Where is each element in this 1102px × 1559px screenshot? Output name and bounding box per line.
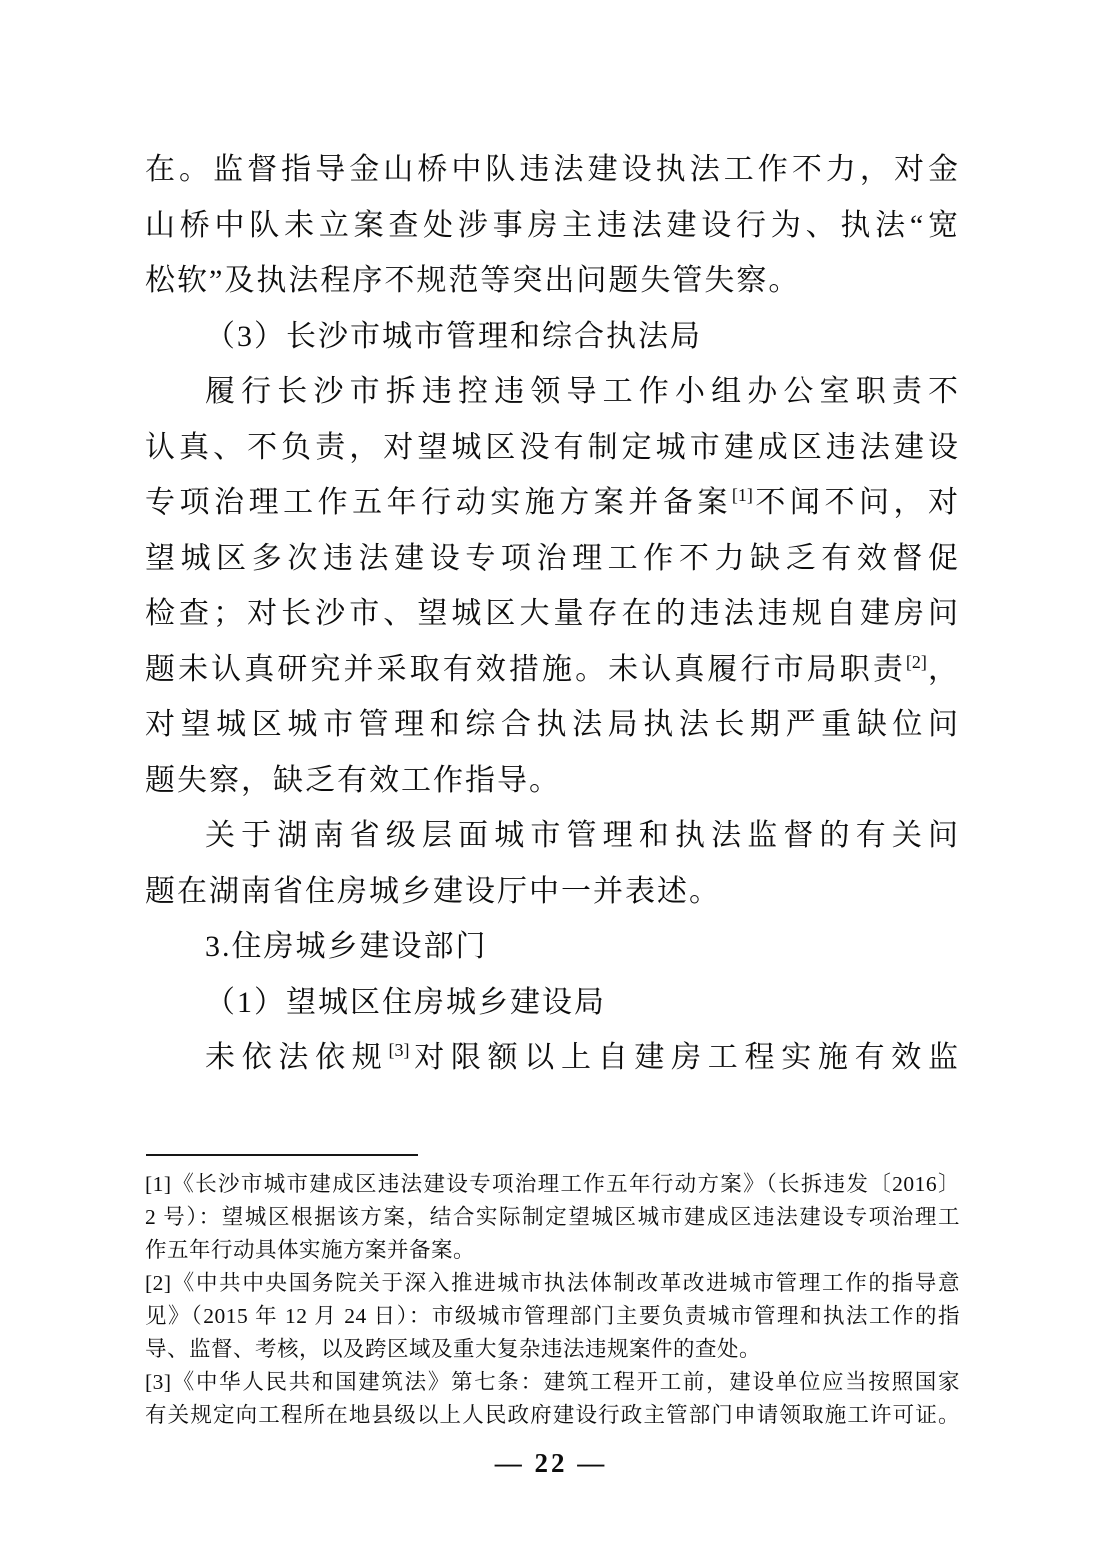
footnote-line: 作五年行动具体实施方案并备案。 — [145, 1238, 476, 1262]
body-line — [145, 642, 960, 698]
footnote-line: 导、监督、考核，以及跨区域及重大复杂违法违规案件的查处。 — [145, 1337, 762, 1361]
body-line: 履行长沙市拆违控违领导工作小组办公室职责不 — [205, 375, 960, 408]
heading-line: （1）望城区住房城乡建设局 — [205, 985, 606, 1019]
body-line: 题失察，缺乏有效工作指导。 — [145, 763, 561, 797]
footnote-ref-3: [3] — [388, 1040, 410, 1060]
body-line — [145, 475, 960, 531]
body-line: 关于湖南省级层面城市管理和执法监督的有关问 — [205, 819, 960, 852]
footnote-ref-2: [2] — [905, 651, 927, 672]
heading-line: 3.住房城乡建设部门 — [205, 930, 488, 963]
footnote-line: 见》（2015 年 12 月 24 日）：市级城市管理部门主要负责城市管理和执法工作的指 — [145, 1304, 960, 1328]
body-line-text: 不闻不问，对 — [752, 486, 961, 519]
body-line-text: ， — [926, 652, 961, 686]
body-line-text: 题未认真研究并采取有效措施。未认真履行市局职责 — [145, 652, 906, 686]
body-line-text: 专项治理工作五年行动实施方案并备案 — [145, 486, 732, 519]
body-line: 对望城区城市管理和综合执法局执法长期严重缺位问 — [145, 708, 960, 741]
footnote-ref-1: [1] — [731, 485, 753, 505]
footnotes-block — [145, 1168, 960, 1432]
footnote-line: 2 号）：望城区根据该方案，结合实际制定望城区城市建成区违法建设专项治理工 — [145, 1205, 960, 1229]
body-line: 题在湖南省住房城乡建设厅中一并表述。 — [145, 874, 721, 908]
footnote-separator — [146, 1154, 418, 1156]
body-line: 认真、不负责，对望城区没有制定城市建成区违法建设 — [145, 430, 960, 464]
heading-line: （3）长沙市城市管理和综合执法局 — [205, 319, 702, 353]
page-number: — 22 — — [494, 1448, 608, 1478]
body-text-block — [145, 142, 960, 1086]
body-line: 松软”及执法程序不规范等突出问题失管失察。 — [145, 264, 801, 297]
body-line — [145, 1030, 960, 1086]
body-line-text: 对限额以上自建房工程实施有效监 — [409, 1041, 960, 1074]
body-line-text: 未依法依规 — [205, 1041, 389, 1074]
footnote-line: [3]《中华人民共和国建筑法》第七条：建筑工程开工前，建设单位应当按照国家 — [145, 1370, 960, 1394]
body-line: 山桥中队未立案查处涉事房主违法建设行为、执法“宽 — [145, 208, 960, 242]
body-line: 检查；对长沙市、望城区大量存在的违法违规自建房问 — [145, 597, 960, 630]
footnote-line: [2]《中共中央国务院关于深入推进城市执法体制改革改进城市管理工作的指导意 — [145, 1271, 960, 1295]
footnote-line: 有关规定向工程所在地县级以上人民政府建设行政主管部门申请领取施工许可证。 — [145, 1403, 960, 1427]
footnote-line: [1]《长沙市城市建成区违法建设专项治理工作五年行动方案》（长拆违发〔2016〕 — [145, 1172, 960, 1196]
body-line: 在。监督指导金山桥中队违法建设执法工作不力，对金 — [145, 153, 960, 186]
body-line: 望城区多次违法建设专项治理工作不力缺乏有效督促 — [145, 541, 960, 575]
